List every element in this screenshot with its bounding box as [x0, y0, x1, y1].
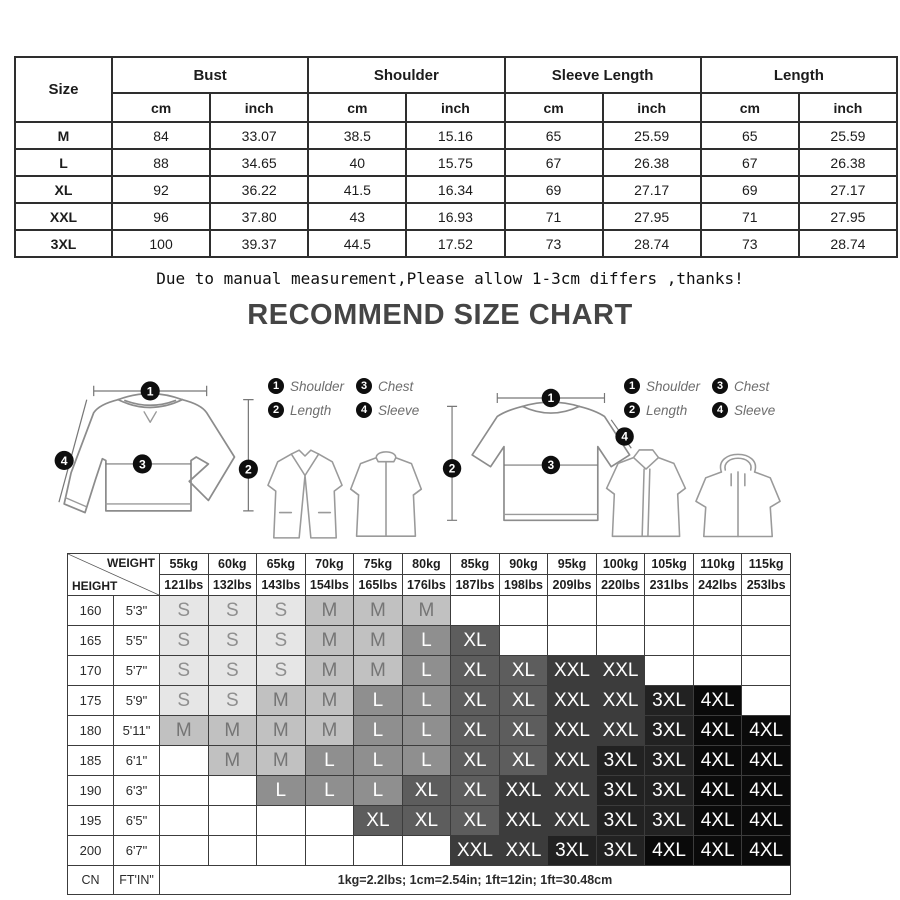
- size-recommend-cell: S: [160, 656, 209, 686]
- size-recommend-cell: 4XL: [742, 836, 791, 866]
- size-label-cell: XXL: [15, 203, 112, 230]
- measurement-value-cell: 27.95: [799, 203, 897, 230]
- chest-badge: [133, 454, 152, 473]
- measurement-value-cell: 96: [112, 203, 210, 230]
- empty-cell: [208, 806, 257, 836]
- weight-kg-header: 60kg: [208, 554, 257, 575]
- size-recommend-cell: XL: [451, 686, 500, 716]
- size-recommend-cell: XXL: [548, 746, 597, 776]
- weight-lbs-header: 132lbs: [208, 575, 257, 596]
- empty-cell: [742, 656, 791, 686]
- measurement-value-cell: 36.22: [210, 176, 308, 203]
- empty-cell: [402, 836, 451, 866]
- weight-kg-header: 85kg: [451, 554, 500, 575]
- circle-1-badge: 1: [268, 378, 284, 394]
- col-header-size: Size: [15, 57, 112, 122]
- size-recommend-cell: 3XL: [596, 746, 645, 776]
- size-recommend-cell: XXL: [548, 686, 597, 716]
- size-recommend-cell: 3XL: [645, 686, 694, 716]
- svg-text:4: 4: [621, 430, 628, 444]
- size-recommend-cell: M: [257, 746, 306, 776]
- size-recommend-cell: L: [305, 776, 354, 806]
- size-recommend-cell: XL: [451, 776, 500, 806]
- height-cm-cell: 200: [68, 836, 114, 866]
- measurement-value-cell: 27.95: [603, 203, 701, 230]
- weight-lbs-header: 253lbs: [742, 575, 791, 596]
- weight-kg-header: 105kg: [645, 554, 694, 575]
- size-label-cell: XL: [15, 176, 112, 203]
- height-cm-cell: 180: [68, 716, 114, 746]
- table-row: [15, 176, 897, 203]
- measurement-value-cell: 65: [505, 122, 603, 149]
- size-label-cell: L: [15, 149, 112, 176]
- empty-cell: [548, 626, 597, 656]
- size-recommend-cell: S: [160, 686, 209, 716]
- circle-1-badge: 1: [624, 378, 640, 394]
- size-recommend-cell: S: [257, 656, 306, 686]
- measurement-value-cell: 15.75: [406, 149, 504, 176]
- measurement-value-cell: 16.93: [406, 203, 504, 230]
- size-recommend-cell: L: [354, 776, 403, 806]
- size-recommend-cell: M: [305, 626, 354, 656]
- size-recommend-cell: 4XL: [693, 716, 742, 746]
- empty-cell: [160, 746, 209, 776]
- recommend-grid-table: [67, 553, 791, 895]
- size-recommend-cell: XXL: [548, 656, 597, 686]
- measurement-value-cell: 84: [112, 122, 210, 149]
- grid-row: [68, 746, 791, 776]
- size-recommend-cell: L: [354, 716, 403, 746]
- measurement-value-cell: 43: [308, 203, 406, 230]
- height-cm-cell: 170: [68, 656, 114, 686]
- empty-cell: [596, 626, 645, 656]
- size-recommend-cell: S: [257, 626, 306, 656]
- measurement-value-cell: 25.59: [603, 122, 701, 149]
- size-recommend-cell: 3XL: [596, 776, 645, 806]
- size-recommend-cell: XL: [499, 746, 548, 776]
- height-ftin-cell: 5'9": [114, 686, 160, 716]
- size-recommend-cell: L: [402, 746, 451, 776]
- size-recommend-cell: XL: [402, 806, 451, 836]
- grid-row: [68, 596, 791, 626]
- size-recommend-cell: XL: [499, 716, 548, 746]
- empty-cell: [693, 596, 742, 626]
- size-recommend-cell: M: [354, 626, 403, 656]
- grid-row: [68, 836, 791, 866]
- svg-text:1: 1: [547, 392, 555, 406]
- weight-kg-header: 80kg: [402, 554, 451, 575]
- measurement-value-cell: 33.07: [210, 122, 308, 149]
- measurements-table-body: [15, 122, 897, 257]
- col-header-length: Length: [701, 57, 897, 93]
- size-label-cell: 3XL: [15, 230, 112, 257]
- size-recommend-cell: M: [160, 716, 209, 746]
- empty-cell: [693, 626, 742, 656]
- size-recommend-cell: 3XL: [548, 836, 597, 866]
- empty-cell: [354, 836, 403, 866]
- height-ftin-cell: 5'11": [114, 716, 160, 746]
- length-badge: [239, 460, 258, 479]
- weight-lbs-header: 154lbs: [305, 575, 354, 596]
- recommend-size-chart-title: RECOMMEND SIZE CHART: [247, 299, 633, 331]
- recommend-grid-body: [68, 596, 791, 866]
- size-recommend-cell: XL: [451, 656, 500, 686]
- measurement-value-cell: 65: [701, 122, 799, 149]
- empty-cell: [257, 836, 306, 866]
- sleeve-badge: [615, 427, 633, 445]
- unit-cm-header: cm: [505, 93, 603, 122]
- height-ftin-cell: 6'7": [114, 836, 160, 866]
- measurement-value-cell: 69: [505, 176, 603, 203]
- measurement-value-cell: 38.5: [308, 122, 406, 149]
- grid-row: [68, 656, 791, 686]
- weight-lbs-header: 165lbs: [354, 575, 403, 596]
- size-recommend-cell: M: [257, 716, 306, 746]
- blazer-icon: [266, 446, 344, 544]
- size-recommend-cell: 4XL: [693, 686, 742, 716]
- circle-2-badge: 2: [268, 402, 284, 418]
- size-recommend-cell: 4XL: [742, 776, 791, 806]
- measurement-value-cell: 67: [505, 149, 603, 176]
- measurement-value-cell: 41.5: [308, 176, 406, 203]
- size-recommend-cell: XXL: [548, 806, 597, 836]
- size-recommend-cell: XXL: [499, 836, 548, 866]
- col-header-bust: Bust: [112, 57, 308, 93]
- svg-text:4: 4: [60, 453, 68, 468]
- measurement-value-cell: 100: [112, 230, 210, 257]
- measurement-value-cell: 88: [112, 149, 210, 176]
- unit-cm-header: cm: [701, 93, 799, 122]
- grid-row: [68, 776, 791, 806]
- size-recommend-cell: XXL: [596, 686, 645, 716]
- weight-lbs-header: 187lbs: [451, 575, 500, 596]
- empty-cell: [305, 806, 354, 836]
- size-recommend-cell: L: [305, 746, 354, 776]
- weight-kg-header: 75kg: [354, 554, 403, 575]
- size-recommend-cell: XXL: [548, 776, 597, 806]
- weight-kg-header: 115kg: [742, 554, 791, 575]
- measurement-value-cell: 39.37: [210, 230, 308, 257]
- weight-lbs-header: 231lbs: [645, 575, 694, 596]
- size-recommend-cell: M: [257, 686, 306, 716]
- empty-cell: [742, 626, 791, 656]
- grid-row: [68, 806, 791, 836]
- size-recommend-cell: S: [208, 686, 257, 716]
- height-ftin-cell: 5'5": [114, 626, 160, 656]
- size-recommend-cell: 4XL: [693, 806, 742, 836]
- size-recommend-cell: 3XL: [645, 806, 694, 836]
- size-recommend-cell: 4XL: [693, 776, 742, 806]
- size-recommend-cell: 3XL: [596, 836, 645, 866]
- weight-kg-header: 90kg: [499, 554, 548, 575]
- ftin-label: FT'IN": [114, 866, 160, 895]
- measurement-value-cell: 67: [701, 149, 799, 176]
- grid-row: [68, 716, 791, 746]
- unit-inch-header: inch: [799, 93, 897, 122]
- measure-legend-right: [624, 374, 798, 422]
- empty-cell: [645, 596, 694, 626]
- button-shirt-icon: [602, 448, 690, 544]
- size-recommend-cell: 3XL: [645, 746, 694, 776]
- size-recommend-cell: M: [354, 596, 403, 626]
- weight-lbs-header: 220lbs: [596, 575, 645, 596]
- legend-sleeve: 4 Sleeve: [356, 402, 442, 418]
- measurement-value-cell: 16.34: [406, 176, 504, 203]
- size-recommend-cell: XL: [451, 626, 500, 656]
- height-ftin-cell: 5'3": [114, 596, 160, 626]
- conversion-note: 1kg=2.2lbs; 1cm=2.54in; 1ft=12in; 1ft=30.48cm: [160, 866, 791, 895]
- empty-cell: [693, 656, 742, 686]
- long-sleeve-shirt-diagram: [52, 372, 264, 542]
- height-cm-cell: 165: [68, 626, 114, 656]
- grid-row: [68, 626, 791, 656]
- size-recommend-cell: 4XL: [742, 746, 791, 776]
- size-recommend-cell: M: [208, 746, 257, 776]
- measurement-value-cell: 15.16: [406, 122, 504, 149]
- empty-cell: [645, 656, 694, 686]
- size-recommend-cell: XL: [499, 686, 548, 716]
- weight-height-corner: [68, 554, 160, 596]
- size-recommend-cell: 4XL: [742, 806, 791, 836]
- size-recommend-cell: XL: [451, 716, 500, 746]
- chest-badge: [542, 456, 560, 474]
- measurement-value-cell: 28.74: [799, 230, 897, 257]
- size-recommend-cell: L: [257, 776, 306, 806]
- legend-shoulder: 1 Shoulder: [268, 378, 356, 394]
- height-ftin-cell: 6'3": [114, 776, 160, 806]
- unit-inch-header: inch: [603, 93, 701, 122]
- table-row: [15, 203, 897, 230]
- size-recommend-cell: S: [208, 626, 257, 656]
- circle-3-badge: 3: [356, 378, 372, 394]
- measurement-value-cell: 28.74: [603, 230, 701, 257]
- height-ftin-cell: 6'1": [114, 746, 160, 776]
- legend-length: 2 Length: [268, 402, 356, 418]
- measurement-value-cell: 17.52: [406, 230, 504, 257]
- weight-lbs-row: [68, 575, 791, 596]
- svg-text:3: 3: [547, 459, 555, 473]
- svg-text:2: 2: [244, 462, 252, 477]
- shoulder-badge: [141, 381, 160, 400]
- size-recommend-cell: M: [305, 596, 354, 626]
- weight-lbs-header: 121lbs: [160, 575, 209, 596]
- empty-cell: [645, 626, 694, 656]
- size-recommend-cell: S: [257, 596, 306, 626]
- weight-kg-header: 100kg: [596, 554, 645, 575]
- unit-cm-header: cm: [112, 93, 210, 122]
- measure-legend-left: [268, 374, 442, 422]
- size-recommend-cell: M: [305, 656, 354, 686]
- shoulder-badge: [542, 389, 560, 407]
- col-header-sleeve-length: Sleeve Length: [505, 57, 701, 93]
- legend-sleeve: 4 Sleeve: [712, 402, 798, 418]
- length-badge: [443, 459, 461, 477]
- size-recommend-cell: XL: [499, 656, 548, 686]
- measurement-value-cell: 25.59: [799, 122, 897, 149]
- weight-lbs-header: 209lbs: [548, 575, 597, 596]
- weight-lbs-header: 143lbs: [257, 575, 306, 596]
- weight-kg-header: 110kg: [693, 554, 742, 575]
- empty-cell: [596, 596, 645, 626]
- cn-label: CN: [68, 866, 114, 895]
- empty-cell: [160, 836, 209, 866]
- size-recommend-cell: S: [160, 626, 209, 656]
- size-recommend-cell: L: [354, 686, 403, 716]
- height-cm-cell: 175: [68, 686, 114, 716]
- empty-cell: [257, 806, 306, 836]
- weight-lbs-header: 176lbs: [402, 575, 451, 596]
- measurement-value-cell: 73: [701, 230, 799, 257]
- empty-cell: [208, 776, 257, 806]
- size-recommend-cell: XXL: [596, 656, 645, 686]
- measurement-value-cell: 37.80: [210, 203, 308, 230]
- size-recommend-cell: L: [402, 686, 451, 716]
- weight-kg-header: 65kg: [257, 554, 306, 575]
- measurement-value-cell: 69: [701, 176, 799, 203]
- weight-kg-header: 95kg: [548, 554, 597, 575]
- empty-cell: [160, 806, 209, 836]
- empty-cell: [548, 596, 597, 626]
- height-ftin-cell: 5'7": [114, 656, 160, 686]
- measurement-value-cell: 71: [505, 203, 603, 230]
- size-recommend-cell: L: [354, 746, 403, 776]
- empty-cell: [742, 596, 791, 626]
- size-recommend-cell: M: [305, 686, 354, 716]
- unit-inch-header: inch: [210, 93, 308, 122]
- size-recommend-cell: L: [402, 656, 451, 686]
- size-recommend-cell: S: [208, 656, 257, 686]
- circle-4-badge: 4: [356, 402, 372, 418]
- size-label-cell: M: [15, 122, 112, 149]
- measurement-value-cell: 26.38: [603, 149, 701, 176]
- size-recommend-cell: 3XL: [645, 716, 694, 746]
- size-recommend-cell: 3XL: [645, 776, 694, 806]
- measurement-value-cell: 27.17: [603, 176, 701, 203]
- empty-cell: [305, 836, 354, 866]
- size-recommend-cell: XXL: [499, 806, 548, 836]
- size-recommend-cell: S: [160, 596, 209, 626]
- size-recommend-cell: L: [402, 626, 451, 656]
- measurement-value-cell: 92: [112, 176, 210, 203]
- grid-row: [68, 686, 791, 716]
- svg-text:1: 1: [146, 384, 154, 399]
- legend-chest: 3 Chest: [356, 378, 442, 394]
- height-axis-label: HEIGHT: [72, 579, 118, 593]
- measurement-value-cell: 27.17: [799, 176, 897, 203]
- svg-text:3: 3: [138, 457, 146, 472]
- size-recommend-cell: XXL: [499, 776, 548, 806]
- weight-lbs-header: 242lbs: [693, 575, 742, 596]
- size-recommend-cell: 4XL: [645, 836, 694, 866]
- circle-3-badge: 3: [712, 378, 728, 394]
- measurement-value-cell: 73: [505, 230, 603, 257]
- table-row: [15, 149, 897, 176]
- size-recommend-cell: M: [208, 716, 257, 746]
- jacket-icon: [346, 446, 426, 544]
- size-recommend-cell: XL: [354, 806, 403, 836]
- conversion-row: [68, 866, 791, 895]
- measurement-value-cell: 71: [701, 203, 799, 230]
- hoodie-icon: [694, 440, 782, 544]
- weight-axis-label: WEIGHT: [107, 556, 155, 570]
- size-recommend-cell: XL: [451, 746, 500, 776]
- size-recommend-cell: 4XL: [693, 836, 742, 866]
- size-recommend-cell: M: [354, 656, 403, 686]
- circle-2-badge: 2: [624, 402, 640, 418]
- height-cm-cell: 160: [68, 596, 114, 626]
- empty-cell: [451, 596, 500, 626]
- measurement-value-cell: 44.5: [308, 230, 406, 257]
- weight-kg-row: [68, 554, 791, 575]
- circle-4-badge: 4: [712, 402, 728, 418]
- empty-cell: [208, 836, 257, 866]
- legend-shoulder: 1 Shoulder: [624, 378, 712, 394]
- size-recommend-cell: M: [402, 596, 451, 626]
- weight-lbs-header: 198lbs: [499, 575, 548, 596]
- size-recommend-cell: XXL: [596, 716, 645, 746]
- svg-text:2: 2: [448, 462, 456, 476]
- size-recommend-cell: L: [402, 716, 451, 746]
- weight-kg-header: 55kg: [160, 554, 209, 575]
- table-row: [15, 230, 897, 257]
- height-cm-cell: 195: [68, 806, 114, 836]
- size-recommend-cell: 4XL: [693, 746, 742, 776]
- size-recommend-cell: 3XL: [596, 806, 645, 836]
- measurement-value-cell: 40: [308, 149, 406, 176]
- measurements-table: [14, 56, 898, 258]
- unit-cm-header: cm: [308, 93, 406, 122]
- unit-inch-header: inch: [406, 93, 504, 122]
- measurement-note: Due to manual measurement,Please allow 1-3cm differs ,thanks!: [156, 269, 744, 288]
- weight-kg-header: 70kg: [305, 554, 354, 575]
- sleeve-badge: [55, 451, 74, 470]
- size-recommend-cell: XL: [402, 776, 451, 806]
- size-recommend-cell: M: [305, 716, 354, 746]
- empty-cell: [742, 686, 791, 716]
- unit-header-row: [15, 93, 897, 122]
- size-recommend-cell: 4XL: [742, 716, 791, 746]
- empty-cell: [499, 596, 548, 626]
- size-recommend-cell: S: [208, 596, 257, 626]
- height-ftin-cell: 6'5": [114, 806, 160, 836]
- legend-length: 2 Length: [624, 402, 712, 418]
- height-cm-cell: 185: [68, 746, 114, 776]
- empty-cell: [160, 776, 209, 806]
- height-cm-cell: 190: [68, 776, 114, 806]
- col-header-shoulder: Shoulder: [308, 57, 504, 93]
- table-row: [15, 122, 897, 149]
- measurement-value-cell: 26.38: [799, 149, 897, 176]
- measurement-value-cell: 34.65: [210, 149, 308, 176]
- size-recommend-cell: XXL: [548, 716, 597, 746]
- empty-cell: [499, 626, 548, 656]
- legend-chest: 3 Chest: [712, 378, 798, 394]
- size-recommend-cell: XXL: [451, 836, 500, 866]
- size-recommend-cell: XL: [451, 806, 500, 836]
